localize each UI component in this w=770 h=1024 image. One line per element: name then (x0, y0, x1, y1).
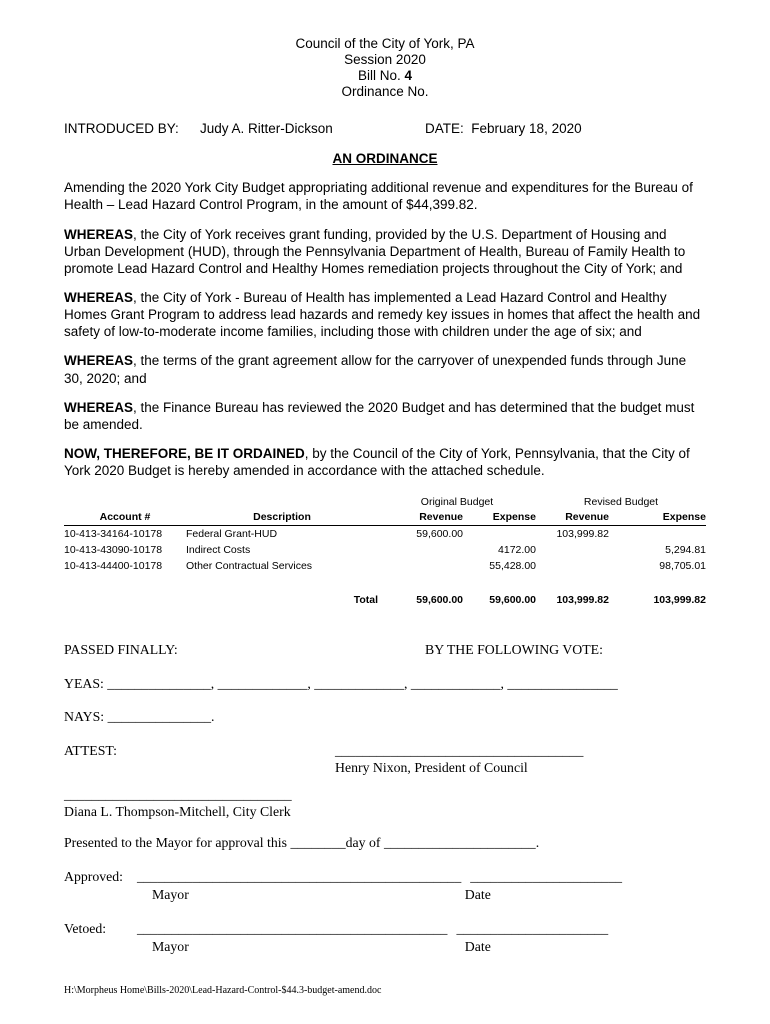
vetoed-signature-line: _____________________________________________ (137, 921, 448, 937)
table-row (64, 541, 706, 557)
orig-revenue-cell: 59,600.00 (416, 527, 463, 540)
total-label: Total (353, 593, 378, 606)
approved-row (64, 868, 706, 886)
account-column-header: Account # (64, 509, 186, 525)
table-row (64, 525, 706, 541)
date-line (425, 121, 582, 136)
orig-revenue-cell (378, 557, 463, 573)
file-path-footer: H:\Morpheus Home\Bills-2020\Lead-Hazard-Control-$44.3-budget-amend.doc (64, 985, 382, 997)
clerk-name: Diana L. Thompson-Mitchell, City Clerk (64, 803, 291, 819)
description-cell: Other Contractual Services (186, 559, 313, 572)
rev-revenue-column-header: Revenue (536, 509, 609, 525)
rev-expense-cell: 5,294.81 (665, 543, 706, 556)
total-orig-expense: 59,600.00 (489, 593, 536, 606)
vetoed-date-line: ______________________ (456, 921, 609, 937)
session-line: Session 2020 (344, 52, 426, 67)
whereas-paragraph-3: WHEREAS, the terms of the grant agreement allow for the carryover of unexpended funds through June 30, 2020; and (64, 353, 687, 386)
approved-date-line: ______________________ (470, 869, 622, 885)
budget-group-header-row (64, 493, 706, 509)
orig-expense-cell: 4172.00 (498, 543, 536, 556)
date-value: February 18, 2020 (471, 121, 582, 136)
bill-number-line: Bill No. 4 (357, 68, 413, 83)
ordained-paragraph: NOW, THEREFORE, BE IT ORDAINED, by the Council of the City of York, Pennsylvania, that the City of York 2020 Budget is hereby amended in accordance with the attached schedule. (64, 445, 690, 479)
rev-revenue-cell (536, 541, 609, 557)
vetoed-row (64, 920, 706, 938)
yeas-line: YEAS: _______________, _____________, _____________, _____________, ________________ (64, 675, 618, 691)
signature-section (64, 641, 706, 955)
preamble-paragraph: Amending the 2020 York City Budget appropriating additional revenue and expenditures for the Bureau of Health – Lead Hazard Control Program, in the amount of $44,399.82. (64, 180, 693, 213)
account-cell: 10-413-34164-10178 (64, 527, 163, 540)
rev-expense-column-header: Expense (609, 509, 706, 525)
ordinance-number-line: Ordinance No. (341, 84, 429, 99)
passed-finally-label: PASSED FINALLY: (64, 642, 178, 658)
rev-expense-cell (609, 525, 706, 541)
introduced-by-name: Judy A. Ritter-Dickson (200, 121, 333, 136)
orig-revenue-column-header: Revenue (378, 509, 463, 525)
rev-revenue-cell: 103,999.82 (556, 527, 609, 540)
table-spacer-row (64, 573, 706, 591)
description-column-header: Description (186, 509, 378, 525)
by-vote-label: BY THE FOLLOWING VOTE: (425, 642, 603, 658)
president-signature-line: ____________________________________ (335, 742, 584, 758)
date-caption: Date (464, 886, 491, 902)
table-total-row (64, 591, 706, 607)
vetoed-label: Vetoed: (64, 921, 107, 937)
table-row (64, 557, 706, 573)
bill-number: 4 (404, 68, 413, 83)
description-cell: Federal Grant-HUD (186, 527, 278, 540)
revised-budget-header: Revised Budget (583, 495, 659, 508)
orig-expense-cell (463, 525, 536, 541)
orig-expense-column-header: Expense (463, 509, 536, 525)
council-title: Council of the City of York, PA (295, 36, 475, 51)
passed-finally-row (64, 641, 706, 659)
budget-table (64, 493, 706, 607)
total-orig-revenue: 59,600.00 (416, 593, 463, 606)
presented-line: Presented to the Mayor for approval this ________day of ______________________. (64, 834, 540, 850)
orig-revenue-cell (378, 541, 463, 557)
rev-revenue-cell (536, 557, 609, 573)
account-cell: 10-413-44400-10178 (64, 559, 163, 572)
whereas-paragraph-4: WHEREAS, the Finance Bureau has reviewed the 2020 Budget and has determined that the budget must be amended. (64, 399, 695, 432)
mayor-caption: Mayor (152, 938, 189, 954)
document-header (64, 36, 706, 100)
clerk-signature-line: _________________________________ (64, 786, 292, 802)
orig-expense-cell: 55,428.00 (489, 559, 536, 572)
approved-signature-line: _______________________________________________ (137, 869, 462, 885)
rev-expense-cell: 98,705.01 (659, 559, 706, 572)
approved-label: Approved: (64, 869, 124, 885)
attest-row (64, 742, 706, 776)
date-label: DATE: (425, 121, 464, 136)
whereas-paragraph-1: WHEREAS, the City of York receives grant funding, provided by the U.S. Department of Housing and Urban Development (HUD), through the Pennsylvania Department of Health, Bureau of Family Health to promote Lead Hazard Control and Healthy Homes remediation projects throughout the City of York; and (64, 226, 686, 276)
original-budget-header: Original Budget (420, 495, 494, 508)
whereas-paragraph-2: WHEREAS, the City of York - Bureau of Health has implemented a Lead Hazard Control and Healthy Homes Grant Program to address lead hazards and remedy key issues in homes that affect the health and safety of low-to-moderate income families, including those with children under the age of six; and (64, 289, 701, 340)
vetoed-captions-row (64, 938, 706, 956)
ordinance-title: AN ORDINANCE (332, 151, 438, 167)
budget-column-header-row (64, 509, 706, 525)
account-cell: 10-413-43090-10178 (64, 543, 163, 556)
president-signature-block (335, 742, 583, 776)
date-caption: Date (464, 938, 491, 954)
attest-label: ATTEST: (64, 742, 117, 758)
introduced-by-row (64, 120, 706, 137)
description-cell: Indirect Costs (186, 543, 251, 556)
introduced-by-label: INTRODUCED BY: (64, 121, 179, 136)
approved-captions-row (64, 886, 706, 904)
nays-line: NAYS: _______________. (64, 709, 215, 725)
clerk-signature-block (64, 786, 706, 820)
mayor-caption: Mayor (152, 886, 189, 902)
total-rev-expense: 103,999.82 (653, 593, 706, 606)
total-rev-revenue: 103,999.82 (556, 593, 609, 606)
president-name: Henry Nixon, President of Council (335, 759, 528, 775)
